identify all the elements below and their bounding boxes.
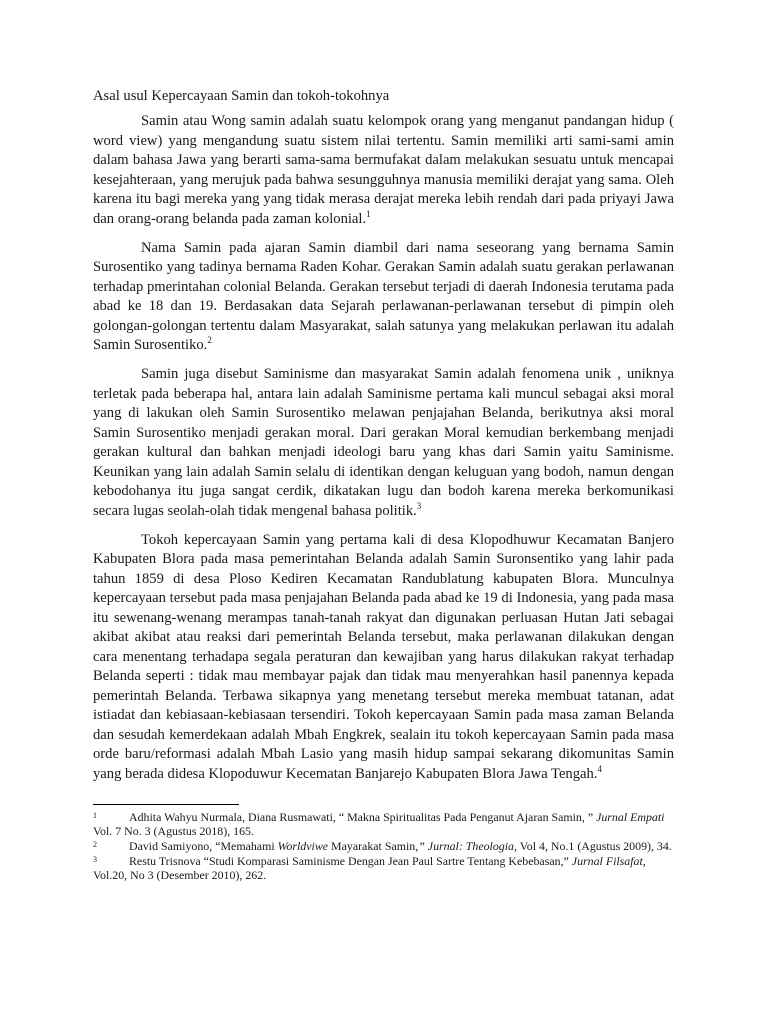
footnote-ref-1[interactable]: 1 [366,208,371,219]
footnote-text: Adhita Wahyu Nurmala, Diana Rusmawati, “ Makna Spiritualitas Pada Penganut Ajaran Samin, ” [129,810,597,824]
footnote-number: 3 [93,855,97,864]
footnote-2 [93,838,674,853]
paragraph-text: Nama Samin pada ajaran Samin diambil dari nama seseorang yang bernama Samin Surosentiko yang tadinya bernama Raden Kohar. Gerakan Samin adalah suatu gerakan perlawanan terhadap pmerintahan colonial Belanda. Gerakan tersebut terjadi di daerah Indonesia terutama pada abad ke 18 dan 19. Berdasakan data Sejarah perlawanan-perlawanan tersebut di pimpin oleh golongan-golongan tertentu dalam Masyarakat, salah satunya yang melakukan perlawan itu adalah Samin Surosentiko. [93,239,674,353]
paragraph-4 [93,531,674,785]
paragraph-text: Samin atau Wong samin adalah suatu kelompok orang yang menganut pandangan hidup ( word view) yang mengandung suatu sistem nilai tertentu. Samin memiliki arti sami-sami amin dalam bahasa Jawa yang berarti sama-sama bermufakat dalam melakukan sesuatu untuk mencapai kesejahteraan, yang merujuk pada bahwa sesungguhnya manusia memiliki derajat yang sama. Oleh karena itu bagi mereka yang yang tidak merasa derajat mereka lebih rendah dari pada priyayi Jawa dan orang-orang belanda pada zaman kolonial. [93,113,674,227]
footnote-journal: Jurnal Filsafat, [571,854,646,868]
paragraph-text: Tokoh kepercayaan Samin yang pertama kali di desa Klopodhuwur Kecamatan Banjero Kabupaten Blora pada masa pemerintahan Belanda adalah Samin Suronsentiko yang lahir pada tahun 1859 di desa Ploso Kediren Kecamatan Randublatung kabupaten Blora. Munculnya kepercayaan tersebut pada masa penjajahan Belanda pada abad ke 19 di Indonesia, yang pada masa itu sewenang-wenang merampas tanah-tanah rakyat dan digunakan perluasan Hutan Jati sebagai akibat akibat atau reaksi dari pemerintah Belanda tersebut, maka perlawanan dilakukan dengan cara menentang terhadapa segala peraturan dan kewajiban yang harus dilakukan rakyat terhadap Belanda seperti : tidak mau membayar pajak dan tidak mau menyerahkan hasil panennya kepada pemerintah Belanda. Terbawa sikapnya yang menetang tersebut mereka membuat tatanan, adat istiadat dan kebiasaan-kebiasaan tersendiri. Tokoh kepercayaan Samin pada masa zaman Belanda dan sesudah kemerdekaan adalah Mbah Engkrek, sealain itu tokoh kepercayaan Samin pada masa orde baru/reformasi adalah Mbah Lasio yang masih hidup sampai sekarang dikomunitas Samin yang berada didesa Klopoduwur Kecematan Banjarejo Kabupaten Blora Jawa Tengah. [93,531,674,782]
footnote-journal: ” Jurnal: Theologia, [418,839,517,853]
footnote-3 [93,853,674,882]
paragraph-1 [93,112,674,229]
footnote-journal: Jurnal Empati [596,810,665,824]
footnote-number: 2 [93,840,97,849]
footnote-1 [93,809,674,838]
footnote-text: David Samiyono, “Memahami [129,839,278,853]
footnote-text: Vol 4, No.1 (Agustus 2009), 34. [516,839,672,853]
footnote-ref-3[interactable]: 3 [416,500,422,511]
footnote-text: Vol.20, No 3 (Desember 2010), 262. [93,868,267,882]
footnote-ref-4[interactable]: 4 [597,763,602,774]
footnote-text: Mayarakat Samin, [328,839,419,853]
footnote-text: Restu Trisnova “Studi Komparasi Saminisme Dengan Jean Paul Sartre Tentang Kebebasan,” [129,854,572,868]
footnote-ref-2[interactable]: 2 [207,335,212,346]
paragraph-text: Samin juga disebut Saminisme dan masyarakat Samin adalah fenomena unik , uniknya terletak pada beberapa hal, antara lain adalah Saminisme pertama kali muncul sebagai aksi moral yang di lakukan oleh Samin Surosentiko melawan penjajahan Belanda, berikutnya aksi moral Samin Surosentiko menjadi gerakan moral. Dari gerakan Moral kemudian berkembang menjadi gerakan kultural dan bahkan menjadi ideologi baru yang khas dari Samin yaitu Saminisme. Keunikan yang lain adalah Samin selalu di identikan dengan keluguan yang bodoh, namun dengan kebodohanya itu juga sangat cerdik, dikatakan lugu dan bodoh karena mereka berkomunikasi secara lugas seolah-olah tidak mengenal bahasa politik. [93,366,674,519]
footnote-text: Vol. 7 No. 3 (Agustus 2018), 165. [93,824,254,838]
footnote-separator [93,804,239,805]
document-title: Asal usul Kepercayaan Samin dan tokoh-tokohnya [93,88,390,104]
paragraph-2 [93,239,674,356]
paragraph-3 [93,365,674,521]
footnote-title-italic: Worldviwe [277,839,329,853]
document-page [93,86,674,882]
footnote-number: 1 [93,811,97,820]
